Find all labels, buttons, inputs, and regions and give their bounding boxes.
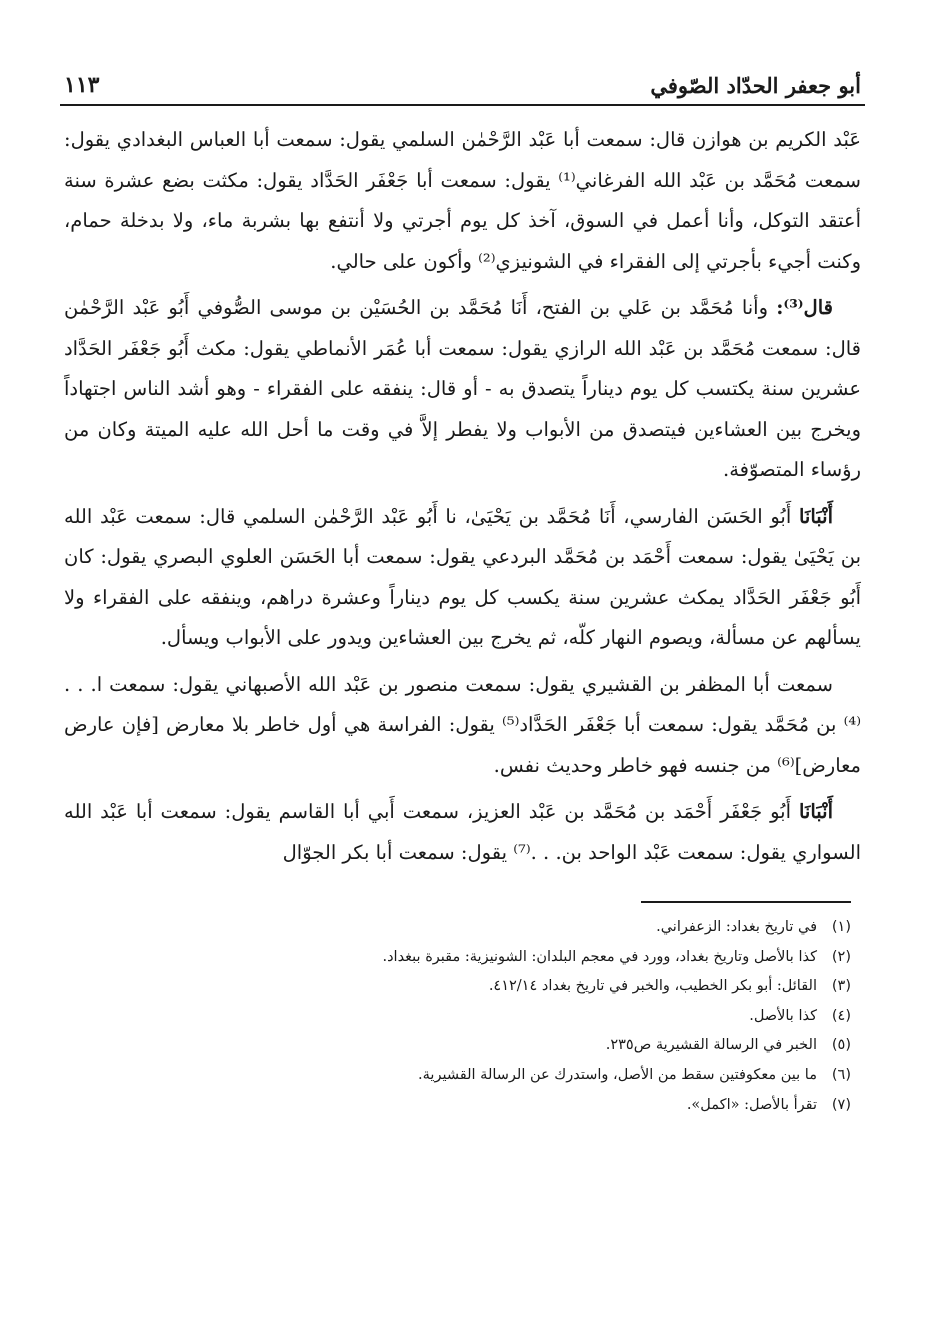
paragraph-lead: أَنْبَانَا (798, 504, 833, 528)
paragraph (60, 497, 865, 659)
paragraph-lead: أَنْبَانَا (798, 800, 833, 823)
footnote-number: (١) (831, 919, 851, 935)
main-text (60, 120, 865, 873)
footnote (60, 1031, 851, 1061)
paragraph-text: أَبُو الحَسَن الفارسي، أَنَا مُحَمَّد بن يَحْيَىٰ، نا أَبُو عَبْد الرَّحْمٰن السلمي قال: سمعت عَبْد الله بن يَحْيَىٰ يقول: سمعت أَحْمَد بن مُحَمَّد البردعي يقول: سمعت أبا الحَسَن العلوي البصري يقول: كان أَبُو جَعْفَر الحَدَّاد يمكث عشرين سنة يكسب كل يوم ديناراً وعشرة دراهم، وينفقه على الفقراء ولا يسألهم عن مسألة، ويصوم النهار كلّه، ثم يخرج بين العشاءين ويدور على الأبواب ويسأل. (64, 504, 861, 649)
footnote-number: (٧) (831, 1096, 851, 1113)
footnote (60, 1002, 851, 1032)
footnote-text: كذا بالأصل. (749, 1007, 817, 1024)
footnote-text: القائل: أبو بكر الخطيب، والخبر في تاريخ بغداد ٤١٢/١٤. (488, 978, 817, 995)
footnote (60, 913, 851, 943)
paragraph-text: أَبُو جَعْفَر أَحْمَد بن مُحَمَّد بن عَبْد العزيز، سمعت أَبي أبا القاسم يقول: سمعت أبا عَبْد الله السواري يقول: سمعت عَبْد الواحد بن. . .⁽⁷⁾ يقول: سمعت أبا بكر الجوّال (64, 800, 861, 864)
footnote-number: (٢) (831, 948, 851, 965)
paragraph-lead: قال⁽³⁾: (776, 296, 833, 319)
page-header (60, 58, 865, 106)
footnote (60, 1091, 851, 1121)
footnote-text: الخبر في الرسالة القشيرية ص٢٣٥. (605, 1037, 817, 1054)
footnote-divider (641, 901, 851, 903)
footnote (60, 972, 851, 1002)
paragraph-text: سمعت أبا المظفر بن القشيري يقول: سمعت منصور بن عَبْد الله الأصبهاني يقول: سمعت ا. . .⁽⁴⁾ بن مُحَمَّد يقول: سمعت أبا جَعْفَر الحَدَّاد⁽⁵⁾ يقول: الفراسة هي أول خاطر بلا معارض [فإن عارض معارض]⁽⁶⁾ من جنسه فهو خاطر وحديث نفس. (64, 672, 861, 777)
paragraph (60, 792, 865, 873)
footnote-number: (٥) (831, 1037, 851, 1054)
paragraph (60, 665, 865, 787)
footnote-number: (٣) (831, 978, 851, 995)
paragraph-text: وأنا مُحَمَّد بن عَلي بن الفتح، أَنَا مُحَمَّد بن الحُسَيْن بن موسى الصُّوفي أَبُو عَبْد الرَّحْمٰن قال: سمعت مُحَمَّد بن عَبْد الله الرازي يقول: سمعت أبا عُمَر الأنماطي يقول: مكث أَبُو جَعْفَر الحَدَّاد عشرين سنة يكتسب كل يوم ديناراً يتصدق به - أو قال: ينفقه على الفقراء - وهو أشد الناس اجتهاداً ويخرج بين العشاءين فيتصدق من الأبواب ولا يفطر إلاَّ في وقت ما أحل الله عليه الميتة وكان من رؤساء المتصوّفة. (64, 296, 861, 481)
footnote-text: كذا بالأصل وتاريخ بغداد، وورد في معجم البلدان: الشونيزية: مقبرة ببغداد. (382, 948, 817, 965)
paragraph (60, 120, 865, 282)
book-page (60, 58, 865, 1120)
footnote (60, 1061, 851, 1091)
footnote (60, 943, 851, 973)
footnote-number: (٦) (831, 1066, 851, 1083)
paragraph (60, 288, 865, 491)
footnote-text: في تاريخ بغداد: الزعفراني. (656, 919, 817, 935)
page-number: ١١٣ (64, 72, 100, 98)
footnotes-list (60, 913, 865, 1120)
paragraph-text: عَبْد الكريم بن هوازن قال: سمعت أبا عَبْد الرَّحْمٰن السلمي يقول: سمعت أبا العباس البغدادي يقول: سمعت مُحَمَّد بن عَبْد الله الفرغاني⁽¹⁾ يقول: سمعت أبا جَعْفَر الحَدَّاد يقول: مكثت بضع عشرة سنة أعتقد التوكل، وأنا أعمل في السوق، آخذ كل يوم أجرتي ولا أنتفع بها بشربة ماء، ولا بدخلة حمام، وكنت أجيء بأجرتي إلى الفقراء في الشونيزي⁽²⁾ وأكون على حالي. (64, 128, 862, 273)
footnote-text: تقرأ بالأصل: «اكمل». (686, 1096, 817, 1113)
running-title: أبو جعفر الحدّاد الصّوفي (650, 73, 861, 98)
footnote-number: (٤) (831, 1007, 851, 1024)
footnote-text: ما بين معكوفتين سقط من الأصل، واستدرك عن الرسالة القشيرية. (418, 1066, 817, 1083)
